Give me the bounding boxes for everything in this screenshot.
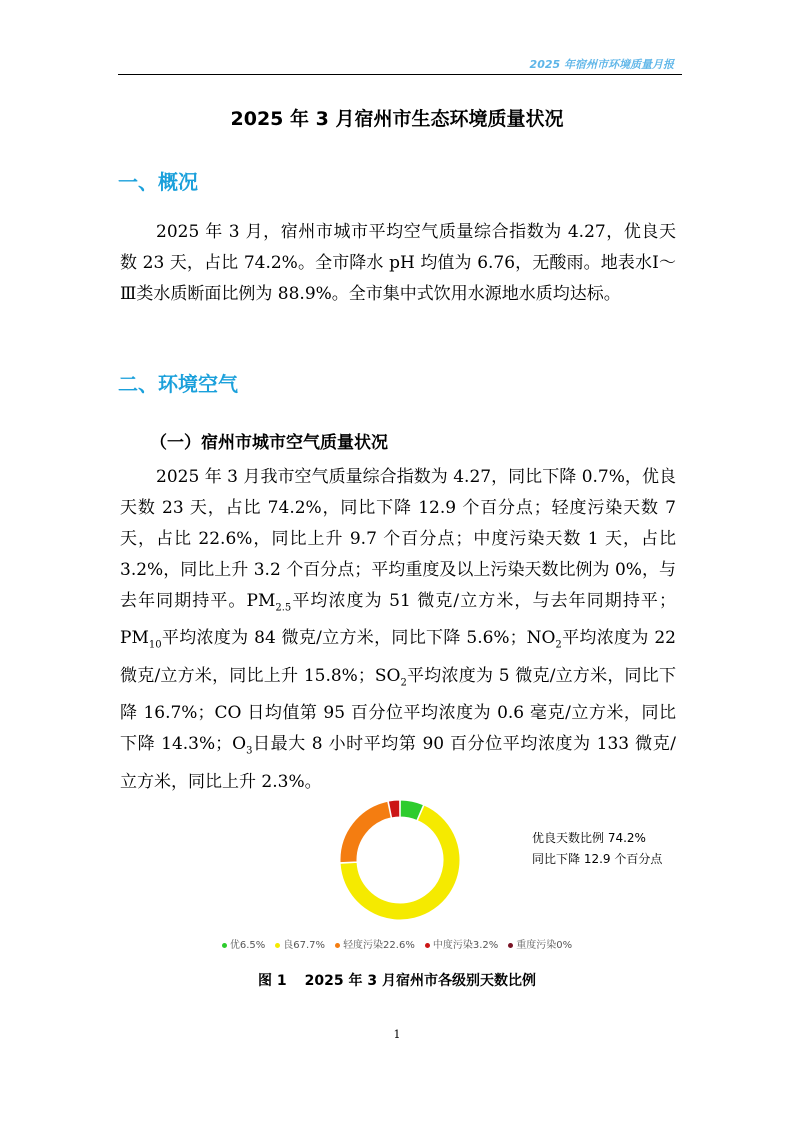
chart-side-note bbox=[532, 828, 662, 870]
subsection-heading-city-air: （一）宿州市城市空气质量状况 bbox=[150, 433, 388, 453]
legend-item-4 bbox=[425, 936, 498, 951]
air-text-c: 平均浓度为 84 微克/立方米，同比下降 5.6%； bbox=[161, 628, 527, 649]
side-note-line-2: 同比下降 12.9 个百分点 bbox=[532, 852, 663, 866]
figure-label: 图 1 bbox=[258, 973, 287, 989]
figure-caption-text: 2025 年 3 月宿州市各级别天数比例 bbox=[304, 973, 536, 989]
air-text-d: 平均浓度为 22 微克/立方米，同比上升 15.8%； bbox=[120, 628, 676, 686]
donut-slice-3 bbox=[340, 801, 391, 862]
air-text-b: 平均浓度为 51 微克/立方米，与去年同期持平； bbox=[291, 591, 676, 611]
air-quality-paragraph bbox=[120, 462, 676, 798]
legend-label: 中度污染3.2% bbox=[432, 940, 499, 951]
legend-swatch bbox=[275, 943, 280, 948]
air-text-f: 日最大 8 小时平均第 90 百分位平均浓度为 133 微克/立方米，同比上升 2.3%。 bbox=[120, 734, 676, 792]
side-note-line-1: 优良天数比例 74.2% bbox=[532, 831, 646, 845]
header-divider bbox=[118, 74, 682, 75]
legend-swatch bbox=[425, 943, 430, 948]
legend-item-5 bbox=[508, 936, 572, 951]
air-text-a: 2025 年 3 月我市空气质量综合指数为 4.27，同比下降 0.7%，优良天数 23 天，占比 74.2%，同比下降 12.9 个百分点；轻度污染天数 7 天，占比 22.6%，同比上升 9.7 个百分点；中度污染天数 1 天，占比 3.2%，同比上升 3.2 个百分点；平均重度及以上污染天数比例为 0%，与去年同期持平。 bbox=[120, 467, 676, 611]
figure-caption bbox=[0, 970, 794, 990]
section-heading-overview: 一、概况 bbox=[118, 170, 198, 194]
legend-swatch bbox=[335, 943, 340, 948]
legend-item-2 bbox=[275, 936, 325, 951]
legend-label: 良67.7% bbox=[283, 940, 326, 951]
pm25-label: $PM_{2.5}$ bbox=[246, 591, 292, 614]
document-title: 2025 年 3 月宿州市生态环境质量状况 bbox=[230, 108, 564, 130]
overview-paragraph: 2025 年 3 月，宿州市城市平均空气质量综合指数为 4.27，优良天数 23 天，占比 74.2%。全市降水 pH 均值为 6.76，无酸雨。地表水Ⅰ～Ⅲ类水质断面比例为 88.9%。全市集中式饮用水源地水质均达标。 bbox=[120, 222, 676, 304]
chart-legend bbox=[0, 936, 794, 951]
section-heading-air: 二、环境空气 bbox=[118, 372, 238, 396]
page-number: 1 bbox=[393, 1028, 401, 1041]
legend-label: 优6.5% bbox=[229, 940, 266, 951]
legend-item-1 bbox=[222, 936, 265, 951]
legend-swatch bbox=[222, 943, 227, 948]
legend-swatch bbox=[508, 943, 513, 948]
air-text-e: 平均浓度为 5 微克/立方米，同比下降 16.7%；CO 日均值第 95 百分位平均浓度为 0.6 毫克/立方米，同比下降 14.3%； bbox=[120, 665, 676, 755]
legend-label: 重度污染0% bbox=[516, 940, 573, 951]
legend-item-3 bbox=[335, 936, 415, 951]
air-quality-donut-chart bbox=[330, 790, 470, 930]
report-header-title: 2025 年宿州市环境质量月报 bbox=[529, 58, 674, 71]
no2-label: $NO_2$ bbox=[526, 628, 562, 651]
legend-label: 轻度污染22.6% bbox=[343, 940, 415, 951]
so2-label: $SO_2$ bbox=[374, 665, 407, 689]
pm10-label: $PM_{10}$ bbox=[120, 628, 162, 651]
o3-label: $O_3$ bbox=[232, 734, 253, 757]
